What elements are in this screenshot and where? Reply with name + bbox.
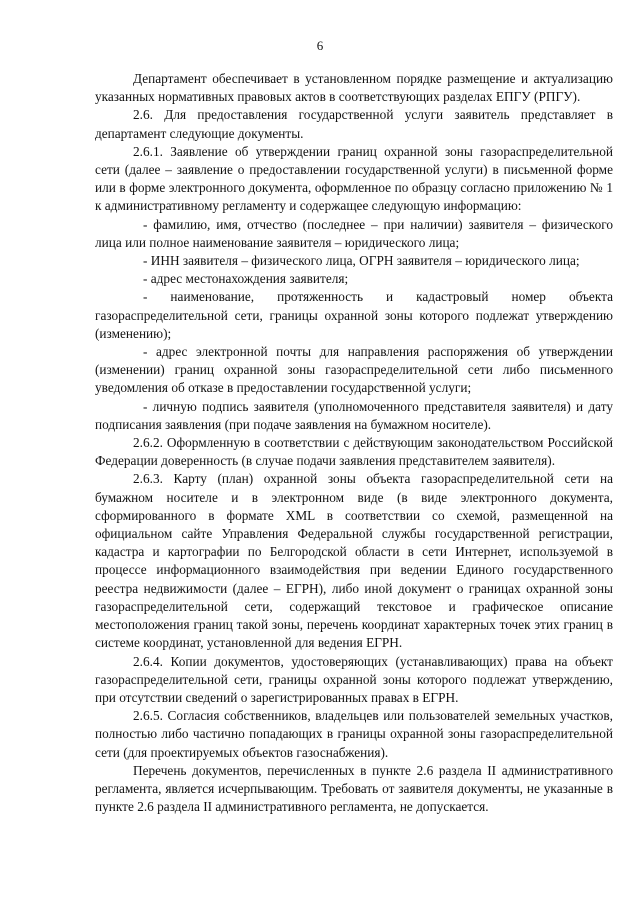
- list-item-object-name: - наименование, протяженность и кадастровый номер объекта газораспределительной сети, границы охранной зоны которого подлежат утверждению (изменению);: [95, 289, 613, 341]
- document-body: [95, 70, 613, 816]
- list-item-email: - адрес электронной почты для направления распоряжения об утверждении (изменении) границ охранной зоны газораспределительной сети либо письменного уведомления об отказе в предоставлении государственной услуги;: [95, 344, 613, 396]
- list-item-signature: - личную подпись заявителя (уполномоченного представителя заявителя) и дату подписания заявления (при подаче заявления на бумажном носителе).: [95, 398, 613, 432]
- paragraph-2-6-4: 2.6.4. Копии документов, удостоверяющих (устанавливающих) права на объект газораспределительной сети, границы охранной зоны которого подлежат утверждению, при отсутствии сведений о зарегистрированных правах в ЕГРН.: [95, 653, 613, 705]
- list-item-inn-ogrn: - ИНН заявителя – физического лица, ОГРН заявителя – юридического лица;: [143, 253, 580, 269]
- paragraph-2-6: 2.6. Для предоставления государственной услуги заявитель представляет в департамент следующие документы.: [95, 107, 613, 141]
- paragraph-2-6-3: 2.6.3. Карту (план) охранной зоны объекта газораспределительной сети на бумажном носителе и в электронном виде (в виде электронного документа, сформированного в формате XML в соответствии со схемой, размещенной на официальном сайте Управления Федеральной службы государственной регистрации, кадастра и картографии по Белгородской области в сети Интернет, используемой в процессе информационного взаимодействия при ведении Единого государственного реестра недвижимости (далее – ЕГРН), либо иной документ о границах охранной зоны газораспределительной сети, содержащий текстовое и графическое описание местоположения границ такой зоны, перечень координат характерных точек этих границ в системе координат, установленной для ведения ЕГРН.: [95, 471, 613, 651]
- list-item-full-name: - фамилию, имя, отчество (последнее – при наличии) заявителя – физического лица или полное наименование заявителя – юридического лица;: [95, 216, 613, 250]
- paragraph-2-6-5: 2.6.5. Согласия собственников, владельцев или пользователей земельных участков, полностью либо частично попадающих в границы охранной зоны газораспределительной сети (для проектируемых объектов газоснабжения).: [95, 708, 613, 760]
- paragraph-2-6-2: 2.6.2. Оформленную в соответствии с действующим законодательством Российской Федерации доверенность (в случае подачи заявления представителем заявителя).: [95, 435, 613, 469]
- list-item-address: - адрес местонахождения заявителя;: [143, 271, 349, 287]
- paragraph-exhaustive-list: Перечень документов, перечисленных в пункте 2.6 раздела II административного регламента, является исчерпывающим. Требовать от заявителя документы, не указанные в пункте 2.6 раздела II административного регламента, не допускается.: [95, 762, 613, 815]
- paragraph-2-6-1: 2.6.1. Заявление об утверждении границ охранной зоны газораспределительной сети (далее – заявление о предоставлении государственной услуги) в письменной форме или в форме электронного документа, оформленное по образцу согласно приложению № 1 к административному регламенту и содержащее следующую информацию:: [95, 143, 613, 214]
- page-number: 6: [316, 38, 324, 53]
- paragraph-publication: Департамент обеспечивает в установленном порядке размещение и актуализацию указанных нормативных правовых актов в соответствующих разделах ЕПГУ (РПГУ).: [95, 71, 613, 105]
